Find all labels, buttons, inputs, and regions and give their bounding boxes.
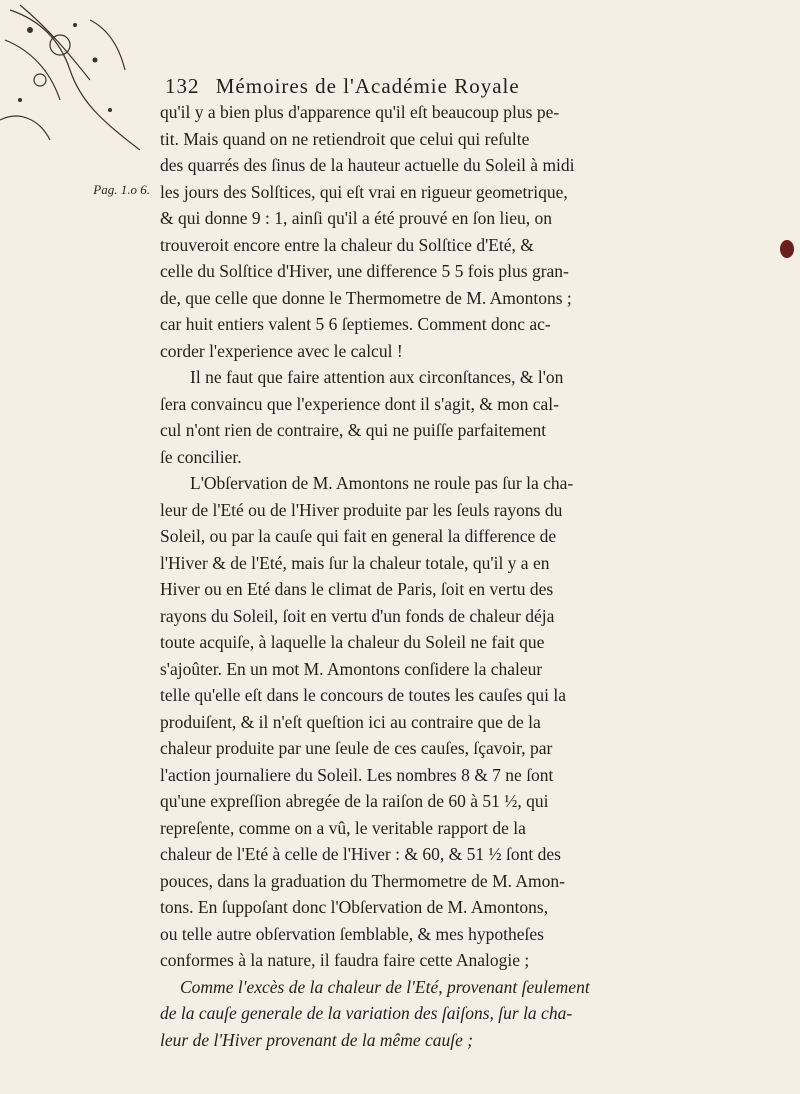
text-line: trouveroit encore entre la chaleur du Solſtice d'Eté, & xyxy=(160,234,534,255)
corner-ornament xyxy=(0,0,160,170)
running-title: Mémoires de l'Académie Royale xyxy=(215,74,520,98)
text-line: pouces, dans la graduation du Thermometre de M. Amon- xyxy=(160,870,565,891)
text-line: s'ajoûter. En un mot M. Amontons conſidere la chaleur xyxy=(160,658,543,679)
text-line: de la cauſe generale de la variation des ſaiſons, ſur la cha- xyxy=(160,1003,573,1023)
text-line: ſera convaincu que l'experience dont il s'agit, & mon cal- xyxy=(160,393,559,414)
text-line: produiſent, & il n'eſt queſtion ici au contraire que de la xyxy=(160,711,541,732)
text-line: car huit entiers valent 5 6 ſeptiemes. Comment donc ac- xyxy=(160,314,551,334)
text-line: tons. En ſuppoſant donc l'Obſervation de M. Amontons, xyxy=(160,897,549,917)
text-line: qu'il y a bien plus d'apparence qu'il eſt beaucoup plus pe- xyxy=(160,102,560,122)
margin-reference: Pag. 1.o 6. xyxy=(93,182,150,197)
text-line: L'Obſervation de M. Amontons ne roule pas ſur la cha- xyxy=(190,473,574,493)
text-line: chaleur de l'Eté à celle de l'Hiver : & 60, & 51 ½ ſont des xyxy=(160,844,561,864)
text-line: Hiver ou en Eté dans le climat de Paris, ſoit en vertu des xyxy=(160,579,554,599)
text-line: ſe concilier. xyxy=(160,446,242,467)
text-line: les jours des Solſtices, qui eſt vrai en rigueur geometrique, xyxy=(160,181,568,202)
text-line: rayons du Soleil, ſoit en vertu d'un fonds de chaleur déja xyxy=(160,605,555,626)
text-line: leur de l'Hiver provenant de la même cauſe ; xyxy=(160,1029,474,1050)
text-line: chaleur produite par une ſeule de ces cauſes, ſçavoir, par xyxy=(160,738,553,758)
page-header xyxy=(165,74,755,99)
text-line: telle qu'elle eſt dans le concours de toutes les cauſes qui la xyxy=(160,685,567,705)
text-line: Soleil, ou par la cauſe qui fait en general la difference de xyxy=(160,526,557,546)
text-line: des quarrés des ſinus de la hauteur actuelle du Soleil à midi xyxy=(160,155,575,175)
text-line: corder l'experience avec le calcul ! xyxy=(160,340,403,361)
text-line: l'Hiver & de l'Eté, mais ſur la chaleur totale, qu'il y a en xyxy=(160,552,550,573)
ink-stain xyxy=(780,240,794,258)
text-line: cul n'ont rien de contraire, & qui ne puiſſe parfaitement xyxy=(160,420,547,440)
text-line: l'action journaliere du Soleil. Les nombres 8 & 7 ne ſont xyxy=(160,764,554,785)
text-line: tit. Mais quand on ne retiendroit que celui qui reſulte xyxy=(160,128,530,149)
page-number: 132 xyxy=(165,74,200,98)
text-line: de, que celle que donne le Thermometre de M. Amontons ; xyxy=(160,287,572,308)
text-line: Comme l'excès de la chaleur de l'Eté, provenant ſeulement xyxy=(180,976,590,997)
text-line: celle du Solſtice d'Hiver, une difference 5 5 fois plus gran- xyxy=(160,261,569,281)
text-line: leur de l'Eté ou de l'Hiver produite par les ſeuls rayons du xyxy=(160,499,563,520)
text-line: ou telle autre obſervation ſemblable, & mes hypotheſes xyxy=(160,923,544,944)
text-line: conformes à la nature, il faudra faire cette Analogie ; xyxy=(160,950,530,970)
text-line: & qui donne 9 : 1, ainſi qu'il a été prouvé en ſon lieu, on xyxy=(160,208,552,228)
text-line: Il ne faut que faire attention aux circonſtances, & l'on xyxy=(190,367,564,387)
text-line: repreſente, comme on a vû, le veritable rapport de la xyxy=(160,817,526,838)
text-line: qu'une expreſſion abregée de la raiſon de 60 à 51 ½, qui xyxy=(160,791,549,811)
text-line: toute acquiſe, à laquelle la chaleur du Soleil ne fait que xyxy=(160,632,545,652)
